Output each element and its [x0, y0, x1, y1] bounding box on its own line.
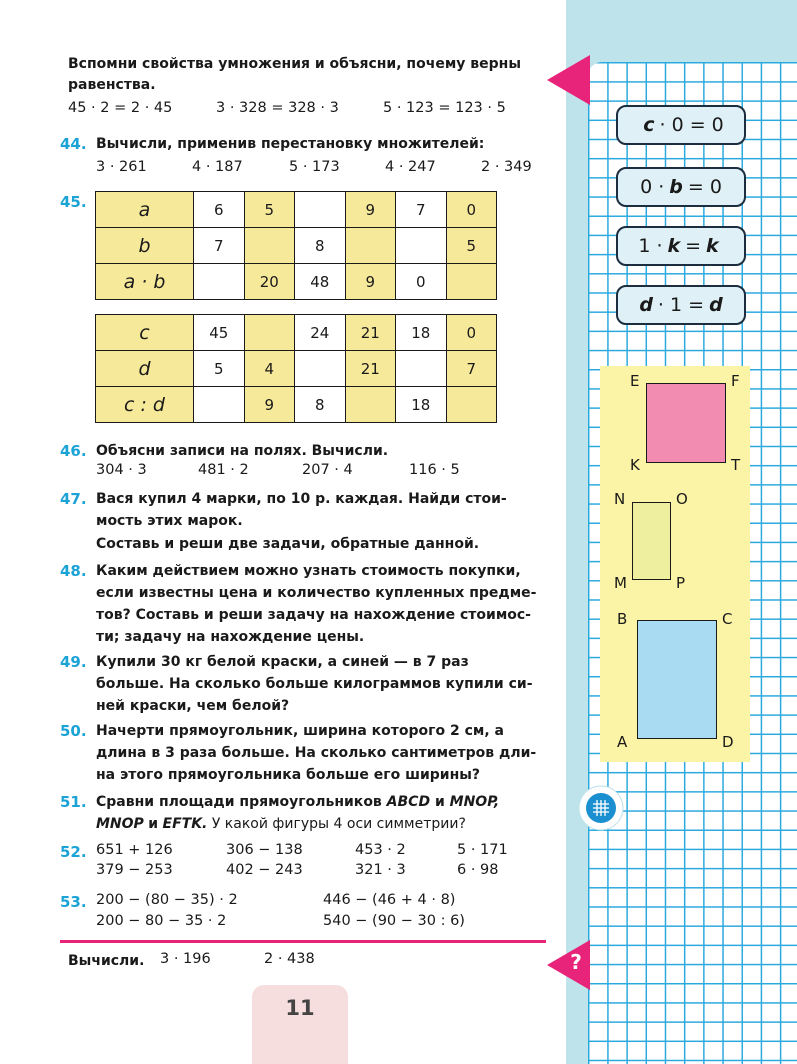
cell: 4 — [244, 351, 295, 387]
expression: 481 · 2 — [198, 462, 249, 478]
label-b: B — [617, 610, 628, 628]
divider — [60, 940, 546, 943]
expression: 4 · 187 — [192, 159, 243, 175]
expression: 2 · 438 — [264, 951, 315, 967]
exercise-number: 52. — [60, 843, 87, 861]
cell: 48 — [295, 264, 346, 300]
cell: 7 — [446, 351, 497, 387]
label-p: P — [676, 574, 686, 592]
expression: 3 · 196 — [160, 951, 211, 967]
page-number: 11 — [285, 996, 315, 1020]
cell: 0 — [446, 315, 497, 351]
rect-abcd — [637, 620, 717, 739]
cell — [396, 351, 447, 387]
cell: 24 — [295, 315, 346, 351]
exercise-line: ней краски, чем белой? — [96, 698, 290, 714]
rule-box-one-left — [616, 226, 746, 266]
cell — [345, 228, 396, 264]
label-f: F — [731, 372, 740, 390]
cell: 18 — [396, 387, 447, 423]
expression: 321 · 3 — [355, 862, 406, 878]
expression: 4 · 247 — [385, 159, 436, 175]
rule-text: · 1 = — [657, 294, 705, 316]
exercise-line: Составь и реши две задачи, обратные данной. — [96, 536, 480, 552]
exercise-line: если известны цена и количество купленных предме- — [96, 585, 537, 601]
grid-task-icon — [578, 785, 624, 831]
exercise-line: Каким действием можно узнать стоимость покупки, — [96, 563, 521, 579]
label-a: A — [617, 733, 628, 751]
exercise-line: на этого прямоугольника больше его ширины? — [96, 767, 481, 783]
label-t: T — [731, 456, 741, 474]
expression: 446 − (46 + 4 · 8) — [323, 892, 456, 908]
cell: 6 — [194, 192, 245, 228]
rule-text: = — [685, 235, 702, 257]
row-label: d — [96, 351, 194, 387]
exercise-line: мость этих марок. — [96, 513, 243, 529]
rule-var: b — [669, 176, 683, 198]
cell — [244, 315, 295, 351]
rule-var: c — [643, 114, 655, 136]
exercise-text: Сравни площади прямоугольников — [96, 794, 382, 810]
table-row — [96, 264, 497, 300]
exercise-line — [96, 814, 466, 836]
cell — [345, 387, 396, 423]
expression: 200 − (80 − 35) · 2 — [96, 892, 238, 908]
row-label: c — [96, 315, 194, 351]
exercise-number: 49. — [60, 653, 87, 671]
exercise-number: 46. — [60, 442, 87, 460]
label-c: C — [722, 610, 733, 628]
exercise-number: 50. — [60, 722, 87, 740]
exercise-line: длина в 3 раза больше. На сколько сантиметров дли- — [96, 745, 537, 761]
label-o: O — [676, 490, 688, 508]
cell: 18 — [396, 315, 447, 351]
pink-pointer-top-icon — [545, 55, 590, 105]
expression: 116 · 5 — [409, 462, 460, 478]
expression: 3 · 261 — [96, 159, 147, 175]
row-label: a — [96, 192, 194, 228]
figure-name: MNOP, — [449, 794, 500, 810]
cell: 0 — [396, 264, 447, 300]
exercise-text: Вычисли, применив перестановку множителей: — [96, 136, 485, 152]
figure-name: MNOP — [96, 816, 144, 832]
cell: 9 — [345, 264, 396, 300]
cell: 5 — [446, 228, 497, 264]
expression: 6 · 98 — [457, 862, 499, 878]
exercise-line: больше. На сколько больше килограммов купили си- — [96, 676, 533, 692]
expression: 304 · 3 — [96, 462, 147, 478]
table-row — [96, 351, 497, 387]
label-m: M — [614, 574, 627, 592]
cell — [446, 264, 497, 300]
table-row — [96, 315, 497, 351]
cell — [295, 351, 346, 387]
intro-line2: равенства. — [68, 77, 156, 93]
expression: 5 · 173 — [289, 159, 340, 175]
intro-line1: Вспомни свойства умножения и объясни, почему верны — [68, 56, 521, 72]
row-label: a · b — [96, 264, 194, 300]
exercise-number: 53. — [60, 893, 87, 911]
cell: 5 — [244, 192, 295, 228]
exercise-number: 47. — [60, 490, 87, 508]
exercise-line — [96, 792, 499, 814]
expression: 402 − 243 — [226, 862, 303, 878]
equality: 5 · 123 = 123 · 5 — [383, 100, 506, 116]
rule-box-zero-left — [616, 167, 746, 207]
table-row — [96, 192, 497, 228]
label-e: E — [630, 372, 640, 390]
expression: 207 · 4 — [302, 462, 353, 478]
table-row — [96, 387, 497, 423]
exercise-number: 44. — [60, 135, 87, 153]
cell: 9 — [244, 387, 295, 423]
expression: 540 − (90 − 30 : 6) — [323, 913, 465, 929]
conjunction: и — [434, 794, 445, 810]
figure-name: ABCD — [386, 794, 431, 810]
square-eftk — [646, 383, 726, 463]
exercise-line: Начерти прямоугольник, ширина которого 2 см, а — [96, 723, 504, 739]
cell: 21 — [345, 351, 396, 387]
cell — [244, 228, 295, 264]
rule-var: d — [709, 294, 723, 316]
rule-text: 0 · — [640, 176, 665, 198]
table-row — [96, 228, 497, 264]
expression: 453 · 2 — [355, 842, 406, 858]
cell — [194, 264, 245, 300]
exercise-number: 45. — [60, 193, 87, 211]
equality: 3 · 328 = 328 · 3 — [216, 100, 339, 116]
conjunction: и — [148, 816, 159, 832]
rule-var: k — [706, 235, 719, 257]
cell — [295, 192, 346, 228]
cell: 20 — [244, 264, 295, 300]
label-d: D — [722, 733, 734, 751]
table-a-b — [95, 191, 497, 300]
cell — [446, 387, 497, 423]
cell: 7 — [194, 228, 245, 264]
rule-box-zero-mult — [616, 105, 746, 145]
rect-mnop — [632, 502, 671, 580]
cell: 7 — [396, 192, 447, 228]
cell — [396, 228, 447, 264]
label-n: N — [614, 490, 626, 508]
label-k: K — [630, 456, 640, 474]
exercise-line: тов? Составь и реши задачу на нахождение стоимос- — [96, 607, 531, 623]
cell: 45 — [194, 315, 245, 351]
table-c-d — [95, 314, 497, 423]
exercise-line: Вася купил 4 марки, по 10 р. каждая. Найди стои- — [96, 491, 507, 507]
expression: 379 − 253 — [96, 862, 173, 878]
rule-text: 1 · — [638, 235, 663, 257]
exercise-line: ти; задачу на нахождение цены. — [96, 629, 365, 645]
question: У какой фигуры 4 оси симметрии? — [211, 816, 466, 832]
row-label: c : d — [96, 387, 194, 423]
expression: 200 − 80 − 35 · 2 — [96, 913, 227, 929]
bottom-label: Вычисли. — [68, 953, 145, 969]
expression: 651 + 126 — [96, 842, 173, 858]
cell: 0 — [446, 192, 497, 228]
exercise-number: 48. — [60, 562, 87, 580]
rule-text: = 0 — [687, 176, 722, 198]
rule-box-one-right — [616, 285, 746, 325]
question-mark: ? — [570, 950, 582, 974]
cell: 21 — [345, 315, 396, 351]
cell: 5 — [194, 351, 245, 387]
expression: 306 − 138 — [226, 842, 303, 858]
rule-var: d — [639, 294, 653, 316]
cell: 8 — [295, 228, 346, 264]
cell — [194, 387, 245, 423]
figure-name: EFTK. — [162, 816, 208, 832]
cell: 8 — [295, 387, 346, 423]
cell: 9 — [345, 192, 396, 228]
row-label: b — [96, 228, 194, 264]
exercise-line: Купили 30 кг белой краски, а синей — в 7 раз — [96, 654, 469, 670]
rule-var: k — [667, 235, 681, 257]
exercise-text: Объясни записи на полях. Вычисли. — [96, 443, 389, 459]
exercise-number: 51. — [60, 793, 87, 811]
expression: 5 · 171 — [457, 842, 508, 858]
rule-text: · 0 = 0 — [659, 114, 724, 136]
equality: 45 · 2 = 2 · 45 — [68, 100, 173, 116]
expression: 2 · 349 — [481, 159, 532, 175]
